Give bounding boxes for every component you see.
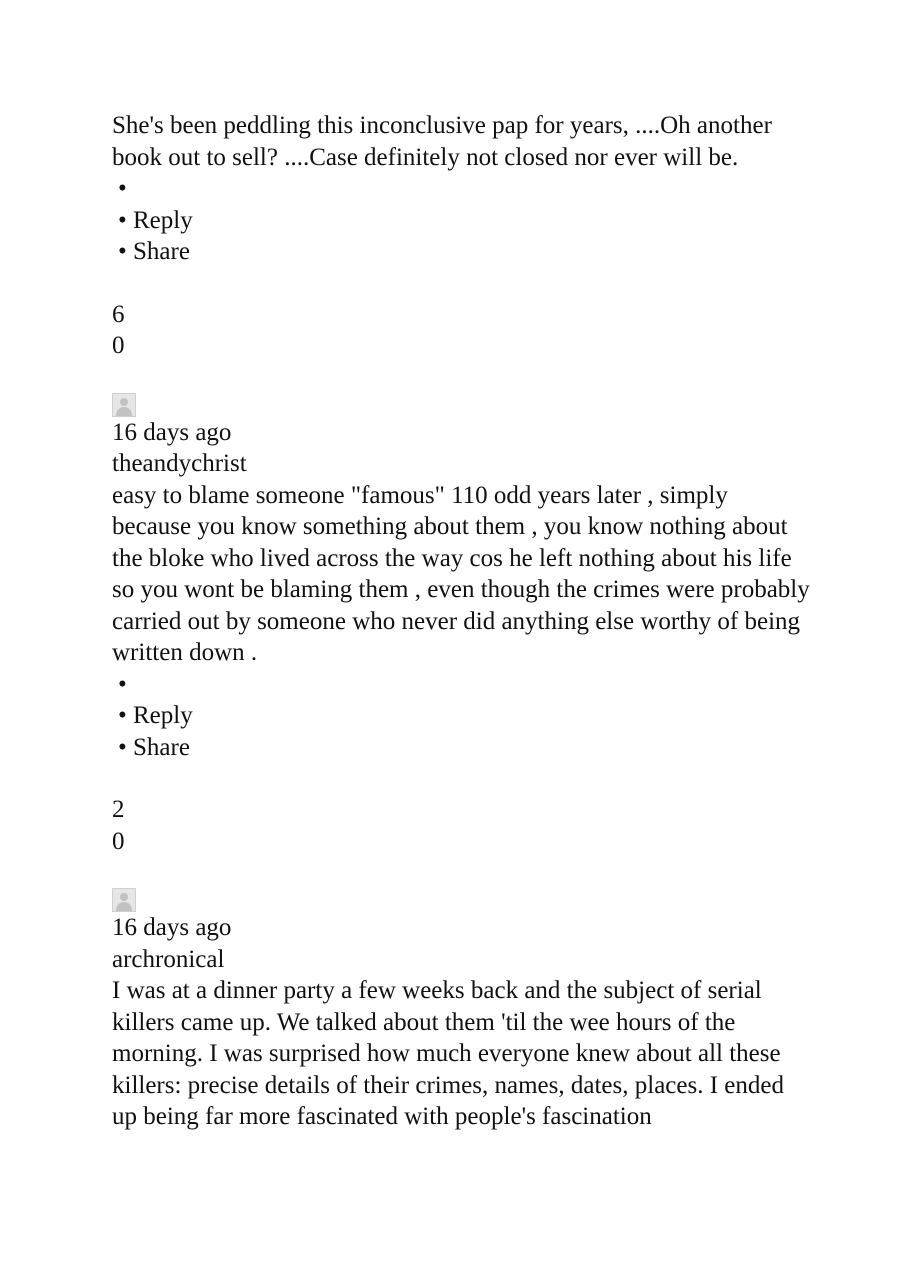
comment-body: She's been peddling this inconclusive pap for years, ....Oh another book out to sell? ....Case definitely not closed nor ever will be. [112,112,772,171]
comment [112,393,812,858]
avatar[interactable] [112,888,136,912]
comment-body: I was at a dinner party a few weeks back and the subject of serial killers came up. We talked about them 'til the wee hours of the morning. I was surprised how much everyone knew about all these killers: precise details of their crimes, names, dates, places. I ended up being far more fascinated with people's fascination [112,977,784,1130]
downvote-count[interactable]: 0 [112,332,125,359]
downvote-count[interactable]: 0 [112,827,125,855]
action-item-empty [118,173,812,205]
reply-link[interactable]: • Reply [118,205,812,237]
avatar-placeholder-icon [120,398,128,406]
comment-author[interactable]: theandychrist [112,450,247,477]
comment-thread [112,110,812,1133]
vote-counts [112,794,812,857]
comment-actions [112,173,812,268]
comment-actions [112,669,812,764]
reply-link[interactable]: • Reply [118,700,812,732]
comment [112,888,812,1133]
comment-author[interactable]: archronical [112,945,225,973]
avatar-placeholder-icon [120,893,128,901]
avatar[interactable] [112,393,136,417]
action-item-empty [118,669,812,701]
comment-timestamp[interactable]: 16 days ago [112,418,232,446]
upvote-count[interactable]: 2 [112,796,125,823]
comment-timestamp[interactable]: 16 days ago [112,914,232,941]
vote-counts [112,299,812,362]
share-link[interactable]: • Share [118,236,812,268]
share-link[interactable]: • Share [118,732,812,764]
comment-body: easy to blame someone "famous" 110 odd years later , simply because you know something about them , you know nothing about the bloke who lived across the way cos he left nothing about his life so you wont be blaming them , even though the crimes were probably carried out by someone who never did anything else worthy of being written down . [112,481,810,666]
comment [112,110,812,362]
upvote-count[interactable]: 6 [112,300,125,328]
